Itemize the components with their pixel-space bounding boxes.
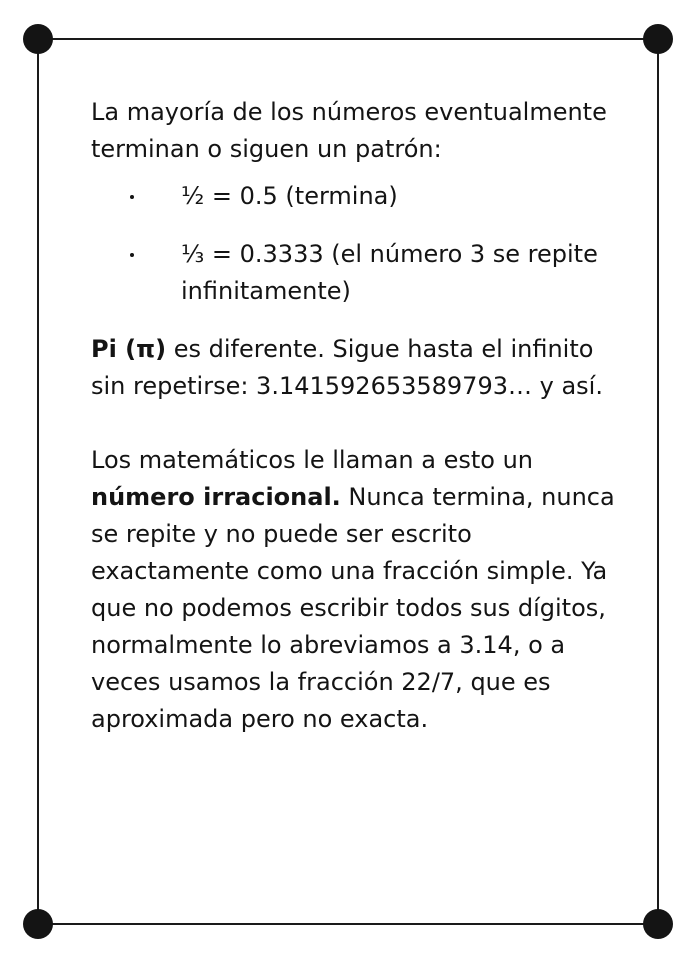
frame-right-border — [657, 38, 659, 924]
pi-paragraph — [91, 331, 631, 405]
frame-top-border — [38, 38, 658, 40]
card-content — [91, 94, 631, 738]
bullet-icon — [130, 195, 134, 199]
pi-term: Pi (π) — [91, 335, 167, 363]
irrational-term: número irracional. — [91, 483, 341, 511]
pi-description: es diferente. Sigue hasta el infinito sin repetirse: 3.141592653589793… y así. — [91, 335, 603, 400]
corner-dot-bottom-right — [643, 909, 673, 939]
corner-dot-bottom-left — [23, 909, 53, 939]
list-item-text: ⅓ = 0.3333 (el número 3 se repite infinitamente) — [181, 240, 598, 305]
list-item-text: ½ = 0.5 (termina) — [181, 182, 398, 210]
irrational-description: Nunca termina, nunca se repite y no puede ser escrito exactamente como una fracción simple. Ya que no podemos escribir todos sus dígitos, normalmente lo abreviamos a 3.14, o a veces usamos la fracción 22/7, que es aproximada pero no exacta. — [91, 483, 615, 733]
irrational-paragraph — [91, 442, 631, 738]
frame-bottom-border — [38, 923, 658, 925]
corner-dot-top-right — [643, 24, 673, 54]
fraction-examples-list — [91, 178, 631, 310]
frame-left-border — [37, 38, 39, 924]
irrational-intro: Los matemáticos le llaman a esto un — [91, 446, 533, 474]
intro-paragraph: La mayoría de los números eventualmente terminan o siguen un patrón: — [91, 98, 607, 163]
corner-dot-top-left — [23, 24, 53, 54]
bullet-icon — [130, 253, 134, 257]
list-item — [91, 178, 631, 215]
list-item — [91, 236, 631, 310]
